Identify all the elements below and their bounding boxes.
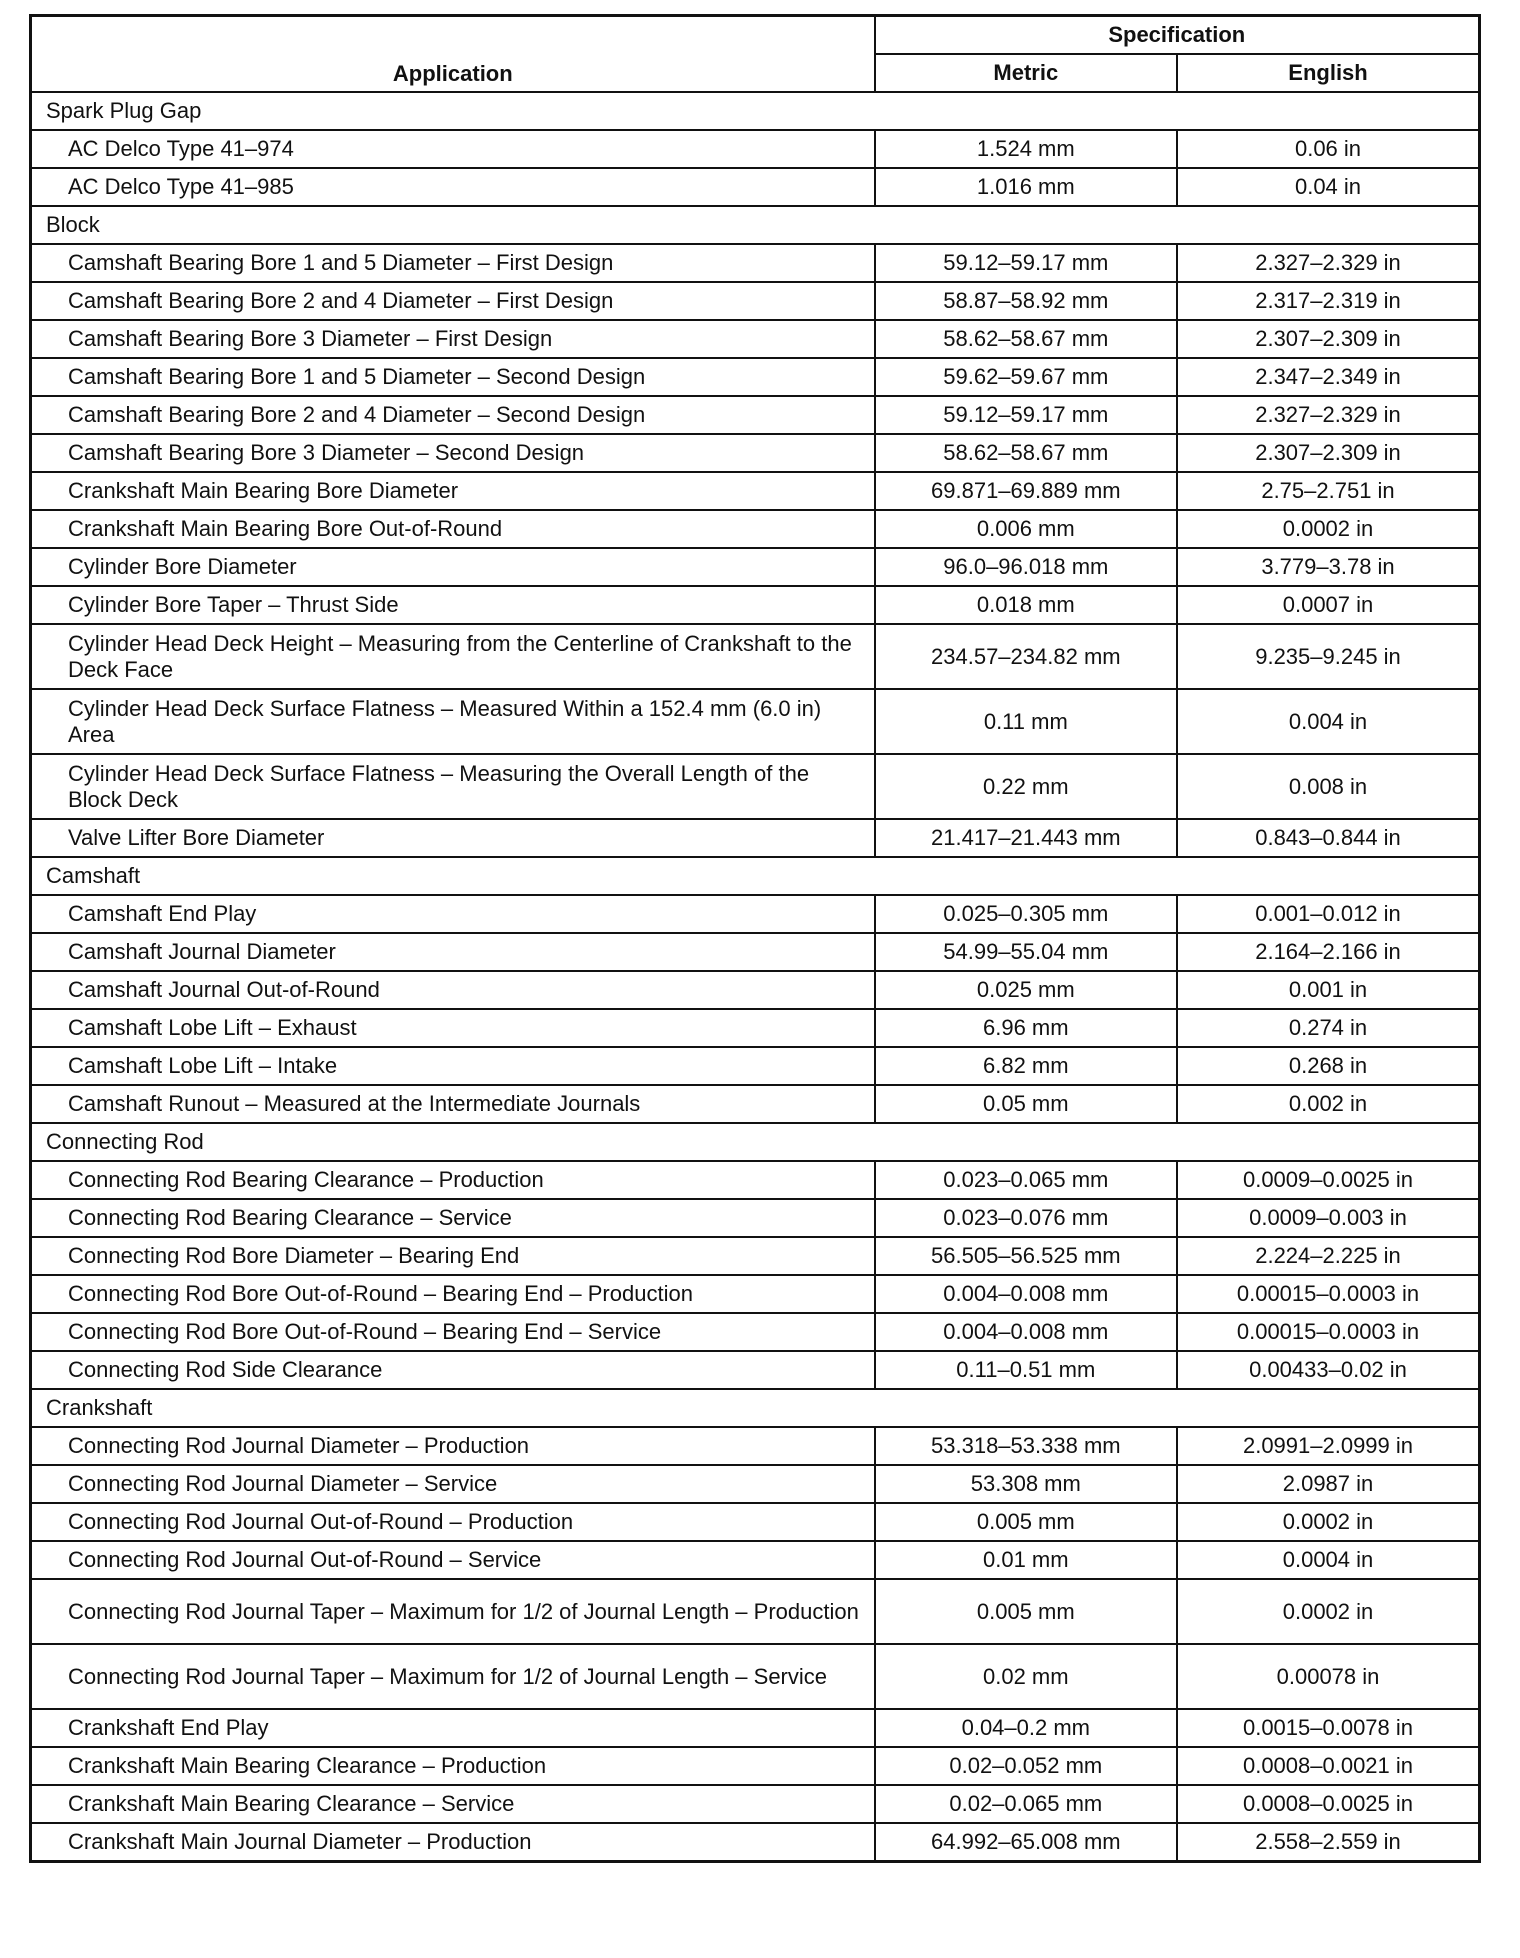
metric-cell: 0.02–0.065 mm: [875, 1785, 1177, 1823]
application-cell: Camshaft Bearing Bore 2 and 4 Diameter – Second Design: [31, 396, 875, 434]
table-row: [31, 1644, 1480, 1709]
table-row: [31, 1199, 1480, 1237]
metric-cell: 0.02–0.052 mm: [875, 1747, 1177, 1785]
metric-cell: 0.023–0.076 mm: [875, 1199, 1177, 1237]
metric-cell: 0.025 mm: [875, 971, 1177, 1009]
table-row: [31, 358, 1480, 396]
section-row: [31, 1123, 1480, 1161]
table-row: [31, 320, 1480, 358]
application-cell: Camshaft Bearing Bore 3 Diameter – First Design: [31, 320, 875, 358]
application-cell: Crankshaft Main Bearing Clearance – Service: [31, 1785, 875, 1823]
table-body: [31, 92, 1480, 1862]
metric-cell: 0.023–0.065 mm: [875, 1161, 1177, 1199]
application-cell: Crankshaft Main Bearing Bore Diameter: [31, 472, 875, 510]
english-cell: 0.00433–0.02 in: [1177, 1351, 1479, 1389]
table-row: [31, 1009, 1480, 1047]
english-cell: 2.317–2.319 in: [1177, 282, 1479, 320]
application-cell: Crankshaft Main Bearing Bore Out-of-Round: [31, 510, 875, 548]
metric-cell: 0.05 mm: [875, 1085, 1177, 1123]
section-row: [31, 92, 1480, 130]
table-row: [31, 624, 1480, 689]
metric-cell: 0.004–0.008 mm: [875, 1313, 1177, 1351]
application-cell: Cylinder Bore Diameter: [31, 548, 875, 586]
section-row: [31, 1389, 1480, 1427]
application-cell: Cylinder Head Deck Height – Measuring from the Centerline of Crankshaft to the Deck Face: [31, 624, 875, 689]
english-cell: 0.00015–0.0003 in: [1177, 1313, 1479, 1351]
english-cell: 3.779–3.78 in: [1177, 548, 1479, 586]
section-title: Block: [31, 206, 1480, 244]
header-metric: Metric: [875, 54, 1177, 92]
metric-cell: 1.524 mm: [875, 130, 1177, 168]
section-title: Spark Plug Gap: [31, 92, 1480, 130]
table-row: [31, 1465, 1480, 1503]
english-cell: 0.0007 in: [1177, 586, 1479, 624]
table-row: [31, 1313, 1480, 1351]
metric-cell: 53.308 mm: [875, 1465, 1177, 1503]
metric-cell: 6.82 mm: [875, 1047, 1177, 1085]
english-cell: 0.0008–0.0025 in: [1177, 1785, 1479, 1823]
table-row: [31, 244, 1480, 282]
english-cell: 0.001 in: [1177, 971, 1479, 1009]
table-row: [31, 1785, 1480, 1823]
table-row: [31, 282, 1480, 320]
english-cell: 2.347–2.349 in: [1177, 358, 1479, 396]
english-cell: 0.0009–0.003 in: [1177, 1199, 1479, 1237]
metric-cell: 0.004–0.008 mm: [875, 1275, 1177, 1313]
metric-cell: 64.992–65.008 mm: [875, 1823, 1177, 1862]
application-cell: Cylinder Head Deck Surface Flatness – Measured Within a 152.4 mm (6.0 in) Area: [31, 689, 875, 754]
english-cell: 0.0002 in: [1177, 1503, 1479, 1541]
application-cell: AC Delco Type 41–974: [31, 130, 875, 168]
english-cell: 2.327–2.329 in: [1177, 244, 1479, 282]
english-cell: 2.327–2.329 in: [1177, 396, 1479, 434]
metric-cell: 59.12–59.17 mm: [875, 396, 1177, 434]
metric-cell: 58.87–58.92 mm: [875, 282, 1177, 320]
english-cell: 0.00015–0.0003 in: [1177, 1275, 1479, 1313]
english-cell: 0.0009–0.0025 in: [1177, 1161, 1479, 1199]
application-cell: Connecting Rod Bore Out-of-Round – Bearing End – Service: [31, 1313, 875, 1351]
section-title: Connecting Rod: [31, 1123, 1480, 1161]
application-cell: Connecting Rod Bore Diameter – Bearing End: [31, 1237, 875, 1275]
table-row: [31, 472, 1480, 510]
english-cell: 2.0991–2.0999 in: [1177, 1427, 1479, 1465]
metric-cell: 58.62–58.67 mm: [875, 434, 1177, 472]
application-cell: Connecting Rod Bearing Clearance – Production: [31, 1161, 875, 1199]
english-cell: 0.268 in: [1177, 1047, 1479, 1085]
application-cell: Connecting Rod Journal Diameter – Production: [31, 1427, 875, 1465]
metric-cell: 56.505–56.525 mm: [875, 1237, 1177, 1275]
application-cell: Camshaft Bearing Bore 1 and 5 Diameter – First Design: [31, 244, 875, 282]
application-cell: Connecting Rod Journal Out-of-Round – Service: [31, 1541, 875, 1579]
english-cell: 0.004 in: [1177, 689, 1479, 754]
specification-table: [29, 14, 1481, 1863]
english-cell: 2.558–2.559 in: [1177, 1823, 1479, 1862]
table-row: [31, 434, 1480, 472]
table-row: [31, 1047, 1480, 1085]
metric-cell: 54.99–55.04 mm: [875, 933, 1177, 971]
metric-cell: 69.871–69.889 mm: [875, 472, 1177, 510]
table-row: [31, 1237, 1480, 1275]
english-cell: 0.04 in: [1177, 168, 1479, 206]
table-row: [31, 819, 1480, 857]
english-cell: 0.06 in: [1177, 130, 1479, 168]
table-row: [31, 510, 1480, 548]
english-cell: 0.001–0.012 in: [1177, 895, 1479, 933]
application-cell: Camshaft Bearing Bore 1 and 5 Diameter – Second Design: [31, 358, 875, 396]
table-row: [31, 1747, 1480, 1785]
table-row: [31, 1085, 1480, 1123]
table-row: [31, 1161, 1480, 1199]
english-cell: 0.0004 in: [1177, 1541, 1479, 1579]
application-cell: Crankshaft End Play: [31, 1709, 875, 1747]
metric-cell: 96.0–96.018 mm: [875, 548, 1177, 586]
application-cell: Valve Lifter Bore Diameter: [31, 819, 875, 857]
metric-cell: 1.016 mm: [875, 168, 1177, 206]
application-cell: Camshaft Bearing Bore 3 Diameter – Second Design: [31, 434, 875, 472]
table-row: [31, 1275, 1480, 1313]
english-cell: 2.164–2.166 in: [1177, 933, 1479, 971]
application-cell: AC Delco Type 41–985: [31, 168, 875, 206]
table-row: [31, 586, 1480, 624]
metric-cell: 6.96 mm: [875, 1009, 1177, 1047]
application-cell: Crankshaft Main Journal Diameter – Production: [31, 1823, 875, 1862]
english-cell: 0.0008–0.0021 in: [1177, 1747, 1479, 1785]
application-cell: Cylinder Head Deck Surface Flatness – Measuring the Overall Length of the Block Deck: [31, 754, 875, 819]
metric-cell: 0.11 mm: [875, 689, 1177, 754]
english-cell: 0.0015–0.0078 in: [1177, 1709, 1479, 1747]
table-row: [31, 1579, 1480, 1644]
english-cell: 9.235–9.245 in: [1177, 624, 1479, 689]
application-cell: Camshaft Bearing Bore 2 and 4 Diameter – First Design: [31, 282, 875, 320]
section-title: Camshaft: [31, 857, 1480, 895]
english-cell: 0.00078 in: [1177, 1644, 1479, 1709]
application-cell: Connecting Rod Journal Taper – Maximum for 1/2 of Journal Length – Production: [31, 1579, 875, 1644]
table-row: [31, 396, 1480, 434]
metric-cell: 234.57–234.82 mm: [875, 624, 1177, 689]
english-cell: 0.002 in: [1177, 1085, 1479, 1123]
table-row: [31, 689, 1480, 754]
application-cell: Camshaft Journal Diameter: [31, 933, 875, 971]
header-specification: Specification: [875, 16, 1480, 55]
metric-cell: 21.417–21.443 mm: [875, 819, 1177, 857]
english-cell: 0.008 in: [1177, 754, 1479, 819]
application-cell: Connecting Rod Bore Out-of-Round – Bearing End – Production: [31, 1275, 875, 1313]
metric-cell: 0.005 mm: [875, 1579, 1177, 1644]
english-cell: 2.75–2.751 in: [1177, 472, 1479, 510]
metric-cell: 0.11–0.51 mm: [875, 1351, 1177, 1389]
application-cell: Camshaft End Play: [31, 895, 875, 933]
english-cell: 0.0002 in: [1177, 510, 1479, 548]
section-title: Crankshaft: [31, 1389, 1480, 1427]
header-application: Application: [31, 16, 875, 93]
metric-cell: 53.318–53.338 mm: [875, 1427, 1177, 1465]
table-row: [31, 1503, 1480, 1541]
table-row: [31, 1823, 1480, 1862]
table-row: [31, 895, 1480, 933]
application-cell: Connecting Rod Journal Taper – Maximum for 1/2 of Journal Length – Service: [31, 1644, 875, 1709]
application-cell: Connecting Rod Journal Out-of-Round – Production: [31, 1503, 875, 1541]
metric-cell: 0.22 mm: [875, 754, 1177, 819]
table-row: [31, 1351, 1480, 1389]
metric-cell: 0.025–0.305 mm: [875, 895, 1177, 933]
english-cell: 2.0987 in: [1177, 1465, 1479, 1503]
table-row: [31, 168, 1480, 206]
application-cell: Crankshaft Main Bearing Clearance – Production: [31, 1747, 875, 1785]
application-cell: Cylinder Bore Taper – Thrust Side: [31, 586, 875, 624]
table-row: [31, 130, 1480, 168]
header-english: English: [1177, 54, 1479, 92]
table-row: [31, 754, 1480, 819]
table-row: [31, 548, 1480, 586]
metric-cell: 58.62–58.67 mm: [875, 320, 1177, 358]
metric-cell: 0.005 mm: [875, 1503, 1177, 1541]
application-cell: Camshaft Journal Out-of-Round: [31, 971, 875, 1009]
metric-cell: 0.04–0.2 mm: [875, 1709, 1177, 1747]
section-row: [31, 206, 1480, 244]
english-cell: 0.843–0.844 in: [1177, 819, 1479, 857]
metric-cell: 0.01 mm: [875, 1541, 1177, 1579]
metric-cell: 0.006 mm: [875, 510, 1177, 548]
english-cell: 2.307–2.309 in: [1177, 434, 1479, 472]
english-cell: 2.224–2.225 in: [1177, 1237, 1479, 1275]
table-row: [31, 1541, 1480, 1579]
section-row: [31, 857, 1480, 895]
table-row: [31, 1427, 1480, 1465]
application-cell: Camshaft Runout – Measured at the Intermediate Journals: [31, 1085, 875, 1123]
table-row: [31, 933, 1480, 971]
application-cell: Connecting Rod Journal Diameter – Service: [31, 1465, 875, 1503]
application-cell: Connecting Rod Bearing Clearance – Service: [31, 1199, 875, 1237]
english-cell: 0.0002 in: [1177, 1579, 1479, 1644]
table-row: [31, 971, 1480, 1009]
application-cell: Connecting Rod Side Clearance: [31, 1351, 875, 1389]
metric-cell: 0.018 mm: [875, 586, 1177, 624]
metric-cell: 59.12–59.17 mm: [875, 244, 1177, 282]
metric-cell: 0.02 mm: [875, 1644, 1177, 1709]
english-cell: 2.307–2.309 in: [1177, 320, 1479, 358]
metric-cell: 59.62–59.67 mm: [875, 358, 1177, 396]
application-cell: Camshaft Lobe Lift – Intake: [31, 1047, 875, 1085]
application-cell: Camshaft Lobe Lift – Exhaust: [31, 1009, 875, 1047]
english-cell: 0.274 in: [1177, 1009, 1479, 1047]
table-row: [31, 1709, 1480, 1747]
